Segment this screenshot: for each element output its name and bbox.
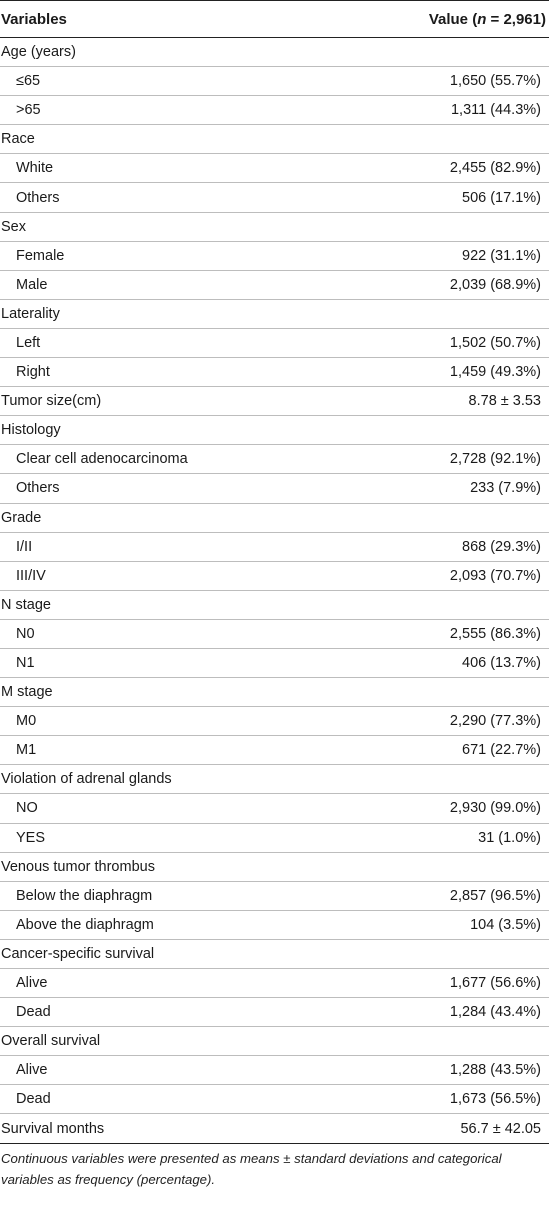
table-row (0, 591, 549, 620)
row-label: Others (16, 189, 60, 206)
row-value: 506 (17.1%) (462, 189, 541, 206)
row-value: 671 (22.7%) (462, 742, 541, 759)
table-row (0, 940, 549, 969)
table-header (0, 1, 549, 38)
table-row (0, 562, 549, 591)
row-value: 2,455 (82.9%) (449, 160, 541, 177)
row-value: 2,555 (86.3%) (449, 625, 541, 642)
table-row (0, 1027, 549, 1056)
row-label: Right (16, 364, 50, 381)
row-label: Others (16, 480, 60, 497)
row-label: YES (16, 829, 46, 846)
table-row (0, 358, 549, 387)
row-value: 1,677 (56.6%) (449, 975, 541, 992)
table-row (0, 96, 549, 125)
table-row (0, 1085, 549, 1114)
row-label: Laterality (1, 305, 60, 322)
row-value: 233 (7.9%) (470, 480, 541, 497)
row-value: 922 (31.1%) (462, 247, 541, 264)
header-variables: Variables (1, 10, 67, 28)
table-row (0, 300, 549, 329)
row-value: 1,288 (43.5%) (449, 1062, 541, 1079)
table-row (0, 213, 549, 242)
table-row (0, 504, 549, 533)
row-value: 2,857 (96.5%) (449, 887, 541, 904)
row-value: 1,311 (44.3%) (450, 102, 541, 119)
row-label: M1 (16, 742, 37, 759)
table-row (0, 882, 549, 911)
table-row (0, 998, 549, 1027)
table-row (0, 794, 549, 823)
table-row (0, 707, 549, 736)
header-value-n: n (477, 10, 487, 28)
row-label: Alive (16, 975, 48, 992)
table-row (0, 620, 549, 649)
row-label: I/II (16, 538, 33, 555)
table-row (0, 416, 549, 445)
table-row (0, 824, 549, 853)
row-label: Above the diaphragm (16, 916, 154, 933)
row-label: III/IV (16, 567, 46, 584)
table-row (0, 736, 549, 765)
row-value: 406 (13.7%) (462, 655, 541, 672)
table-body (0, 38, 549, 1144)
row-label: N stage (1, 596, 51, 613)
table-row (0, 474, 549, 503)
row-value: 2,728 (92.1%) (449, 451, 541, 468)
row-label: N0 (16, 625, 35, 642)
row-value: 1,459 (49.3%) (449, 364, 541, 381)
row-label: White (16, 160, 54, 177)
row-label: Tumor size(cm) (1, 393, 102, 410)
table-row (0, 533, 549, 562)
row-label: NO (16, 800, 38, 817)
table-row (0, 242, 549, 271)
row-value: 1,502 (50.7%) (449, 334, 541, 351)
row-label: Grade (1, 509, 42, 526)
row-value: 2,290 (77.3%) (449, 713, 541, 730)
table-row (0, 1056, 549, 1085)
row-label: N1 (16, 655, 35, 672)
header-value (429, 11, 549, 28)
table-footnote: Continuous variables were presented as means ± standard deviations and categorical variables as frequency (percentage). (1, 1150, 502, 1187)
row-label: Race (1, 131, 35, 148)
row-label: Cancer-specific survival (1, 945, 155, 962)
table-row (0, 38, 549, 67)
header-value-prefix: Value ( (428, 10, 478, 28)
row-value: 8.78 ± 3.53 (468, 393, 541, 410)
table-row (0, 154, 549, 183)
row-value: 868 (29.3%) (462, 538, 541, 555)
row-value: 1,673 (56.5%) (449, 1091, 541, 1108)
row-value: 2,093 (70.7%) (449, 567, 541, 584)
row-label: M0 (16, 713, 37, 730)
row-label: Venous tumor thrombus (1, 858, 155, 875)
row-label: Male (16, 276, 48, 293)
row-value: 31 (1.0%) (478, 829, 541, 846)
row-label: >65 (16, 102, 41, 119)
header-value-suffix: = 2,961) (486, 10, 546, 28)
table-row (0, 853, 549, 882)
row-label: Violation of adrenal glands (1, 771, 172, 788)
table-row (0, 678, 549, 707)
row-label: Age (years) (1, 44, 76, 61)
table-row (0, 271, 549, 300)
table-row (0, 387, 549, 416)
table-row (0, 1114, 549, 1143)
row-label: Female (16, 247, 65, 264)
row-label: Clear cell adenocarcinoma (16, 451, 188, 468)
row-label: Dead (16, 1004, 51, 1021)
row-label: Overall survival (1, 1033, 101, 1050)
row-label: ≤65 (16, 73, 41, 90)
table-row (0, 125, 549, 154)
row-label: Dead (16, 1091, 51, 1108)
table-row (0, 329, 549, 358)
row-label: M stage (1, 684, 53, 701)
row-value: 2,039 (68.9%) (449, 276, 541, 293)
row-label: Histology (1, 422, 61, 439)
table-row (0, 183, 549, 212)
row-label: Sex (1, 218, 26, 235)
row-value: 1,650 (55.7%) (449, 73, 541, 90)
row-label: Left (16, 334, 41, 351)
row-value: 2,930 (99.0%) (449, 800, 541, 817)
table-row (0, 445, 549, 474)
row-value: 1,284 (43.4%) (449, 1004, 541, 1021)
row-value: 56.7 ± 42.05 (460, 1120, 541, 1137)
table-row (0, 765, 549, 794)
table-row (0, 969, 549, 998)
table-row (0, 911, 549, 940)
row-label: Below the diaphragm (16, 887, 153, 904)
row-label: Alive (16, 1062, 48, 1079)
row-value: 104 (3.5%) (470, 916, 541, 933)
row-label: Survival months (1, 1120, 105, 1137)
table-row (0, 649, 549, 678)
table-row (0, 67, 549, 96)
